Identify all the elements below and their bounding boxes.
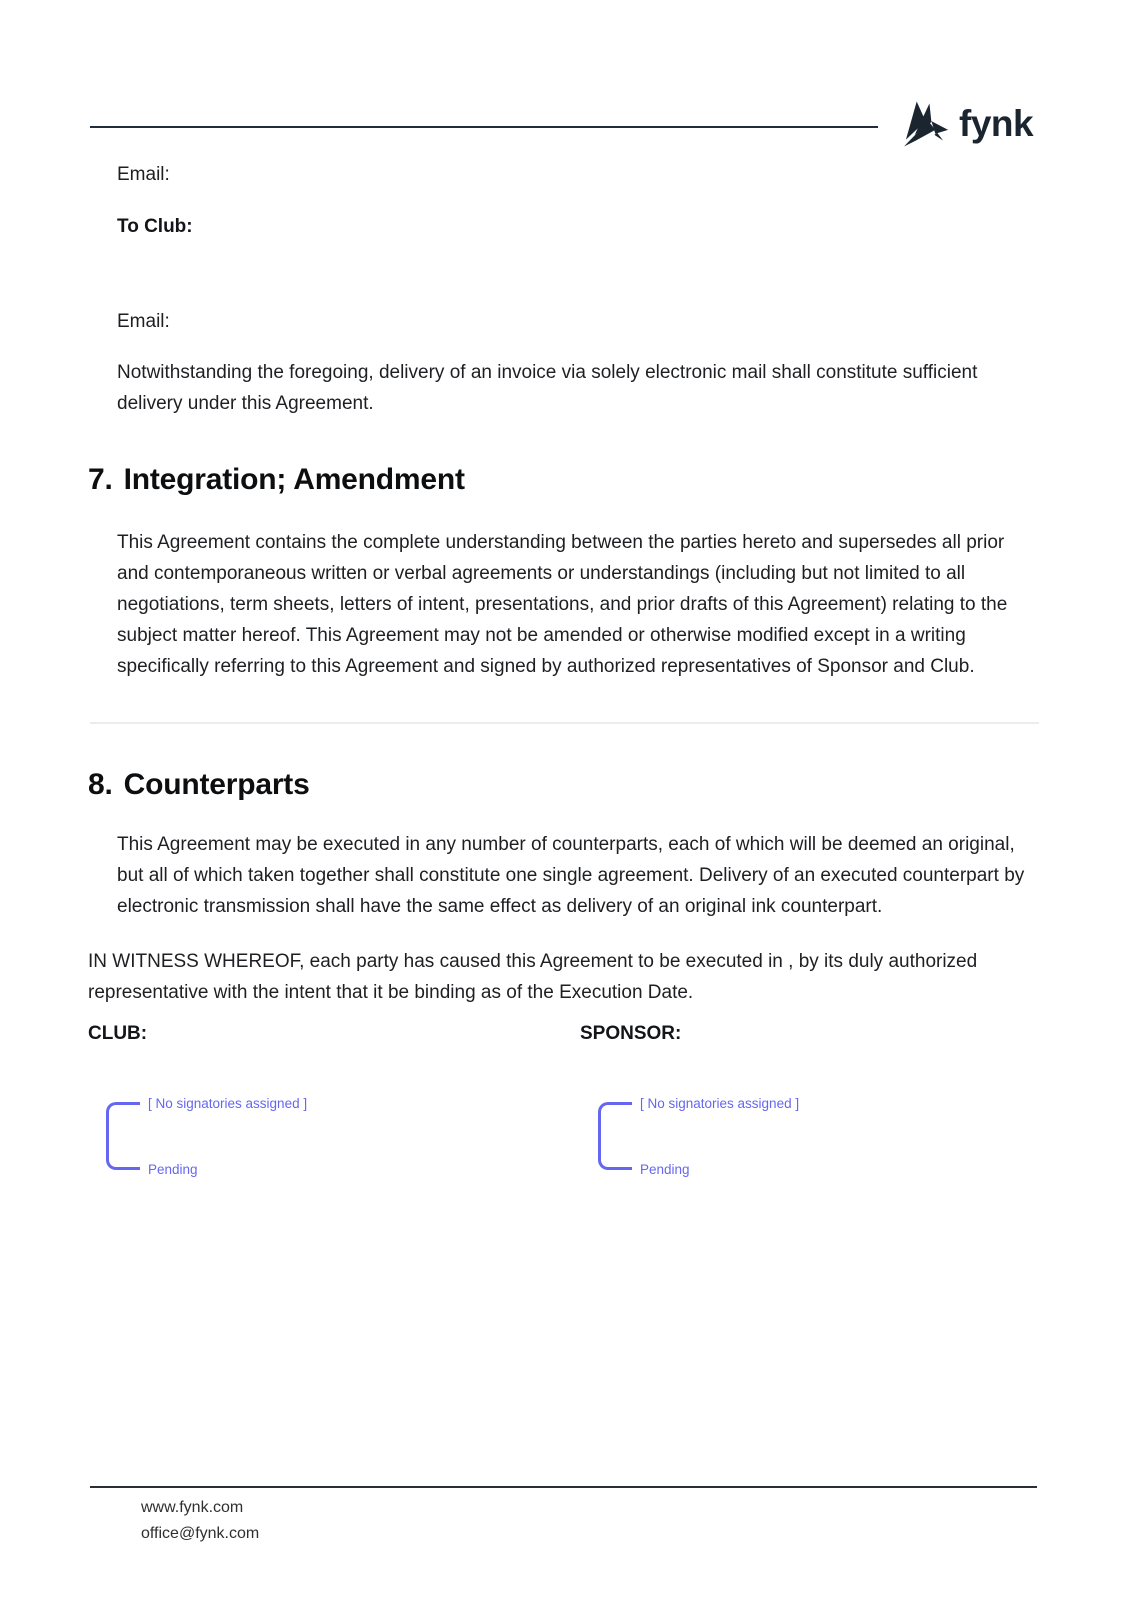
section-8-number: 8. xyxy=(88,768,113,801)
signature-row xyxy=(88,1019,1131,1186)
sponsor-signature-field[interactable] xyxy=(580,1096,1131,1186)
section-8-heading xyxy=(88,767,1131,803)
signature-bracket-icon xyxy=(106,1102,140,1170)
section-7-number: 7. xyxy=(88,463,113,496)
sponsor-pending-status: Pending xyxy=(640,1162,690,1177)
section-7-body: This Agreement contains the complete understanding between the parties hereto and supersedes all prior and contemporaneous written or verbal agreements or understandings (including but not limited to all negotiations, term sheets, letters of intent, presentations, and prior drafts of this Agreement) relating to the subject matter hereof. This Agreement may not be amended or otherwise modified except in a writing specifically referring to this Agreement and signed by authorized representatives of Sponsor and Club. xyxy=(117,532,1008,677)
section-7-heading xyxy=(88,462,1131,498)
club-no-signatories-text: [ No signatories assigned ] xyxy=(148,1096,308,1111)
sponsor-label: SPONSOR: xyxy=(580,1023,682,1044)
email-label-1: Email: xyxy=(117,164,170,185)
section-divider-line xyxy=(90,722,1039,724)
notice-paragraph: Notwithstanding the foregoing, delivery of an invoice via solely electronic mail shall constitute sufficient delivery under this Agreement. xyxy=(117,362,978,414)
footer-website: www.fynk.com xyxy=(141,1499,244,1516)
section-8-body: This Agreement may be executed in any number of counterparts, each of which will be deemed an original, but all of which taken together shall constitute one single agreement. Delivery of an executed counterpart by electronic transmission shall have the same effect as delivery of an original ink counterpart. xyxy=(117,834,1025,917)
signature-bracket-icon xyxy=(598,1102,632,1170)
witness-clause: IN WITNESS WHEREOF, each party has caused this Agreement to be executed in , by its duly authorized representative with the intent that it be binding as of the Execution Date. xyxy=(88,951,978,1003)
footer-email: office@fynk.com xyxy=(141,1525,260,1542)
section-8-title: Counterparts xyxy=(123,768,310,801)
footer-rule-line xyxy=(90,1486,1037,1488)
club-pending-status: Pending xyxy=(148,1162,198,1177)
club-signature-column xyxy=(88,1019,580,1186)
to-club-label: To Club: xyxy=(117,216,193,237)
section-7-title: Integration; Amendment xyxy=(123,463,465,496)
sponsor-signature-column xyxy=(580,1019,1131,1186)
club-label: CLUB: xyxy=(88,1023,148,1044)
brand-wordmark: fynk xyxy=(959,103,1034,144)
page-footer xyxy=(141,1495,259,1547)
club-signature-field[interactable] xyxy=(88,1096,580,1186)
email-label-2: Email: xyxy=(117,311,170,332)
sponsor-no-signatories-text: [ No signatories assigned ] xyxy=(640,1096,800,1111)
